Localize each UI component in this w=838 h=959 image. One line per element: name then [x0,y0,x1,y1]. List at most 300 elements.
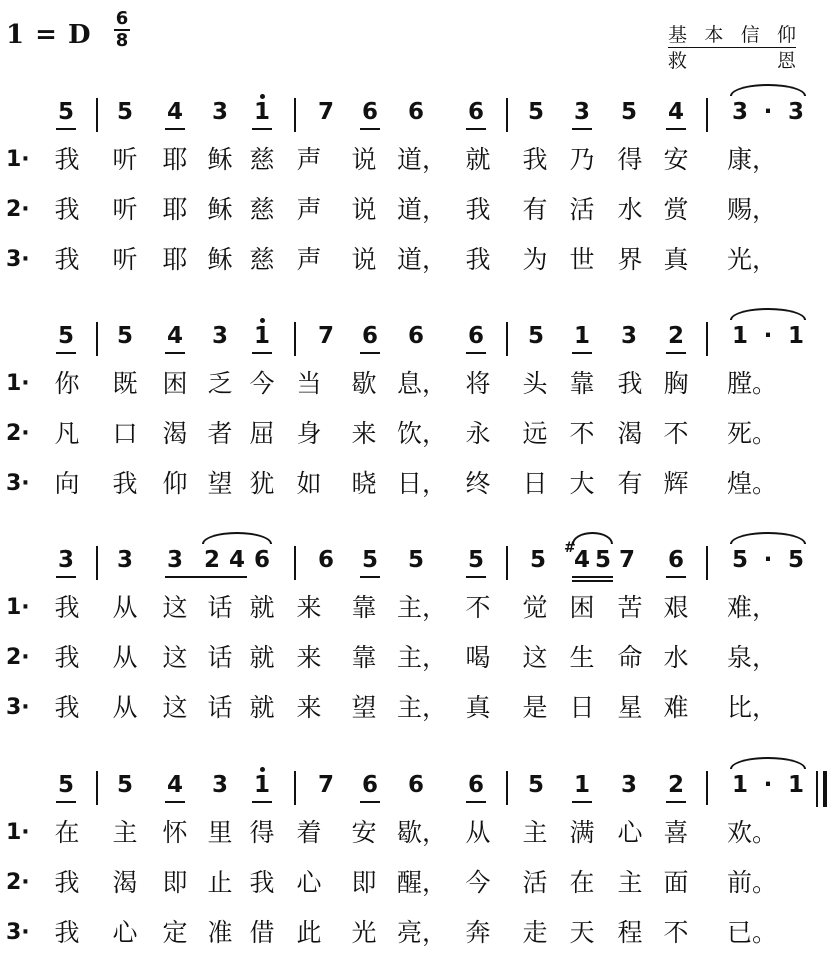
lyric-syllable: 欢。 [727,818,778,847]
lyric-syllable: 道， [397,145,448,174]
note: 1 [253,99,270,125]
note: 6 [317,547,334,573]
note: 6 [361,99,378,125]
lyric-syllable: 大 [569,469,595,498]
verse-line [0,192,838,232]
lyric-syllable: 为 [522,245,548,274]
verse-line [0,690,838,730]
note: 4 [667,99,684,125]
barline [706,546,708,580]
barline [294,546,296,580]
lyric-syllable: 不 [569,419,595,448]
notes-row [0,322,838,362]
lyric-syllable: 饮， [397,419,448,448]
barline [96,546,98,580]
lyric-syllable: 望 [207,469,233,498]
lyric-syllable: 慈 [249,195,275,224]
lyric-syllable: 困 [162,369,188,398]
barline [506,98,508,132]
verse-line [0,366,838,406]
lyric-syllable: 我 [54,195,80,224]
duration-underline [252,128,272,130]
duration-underline [666,352,686,354]
lyric-syllable: 程 [617,918,643,947]
barline [706,322,708,356]
barline [96,98,98,132]
verse-number: 3· [6,247,30,272]
note: 3 [211,772,228,798]
duration-underline [56,128,76,130]
lyric-syllable: 我 [249,868,275,897]
lyric-syllable: 就 [249,593,275,622]
lyric-syllable: 屈 [249,419,275,448]
augmentation-dot: · [763,772,773,798]
lyric-syllable: 不 [465,593,491,622]
barline [506,546,508,580]
lyric-syllable: 止 [207,868,233,897]
slur [572,532,613,544]
note: 5 [116,99,133,125]
note: 3 [211,323,228,349]
duration-underline [466,352,486,354]
lyric-syllable: 我 [54,145,80,174]
final-barline-thin [816,771,818,807]
verse-number: 2· [6,645,30,670]
lyric-syllable: 终 [465,469,491,498]
verse-line [0,466,838,506]
lyric-syllable: 靠 [351,593,377,622]
lyric-syllable: 从 [112,593,138,622]
lyric-syllable: 这 [162,643,188,672]
lyric-syllable: 膛。 [727,369,778,398]
barline [294,771,296,805]
verse-number: 1· [6,820,30,845]
lyric-syllable: 苦 [617,593,643,622]
lyric-syllable: 我 [465,245,491,274]
lyric-syllable: 慈 [249,145,275,174]
note: 1 [253,772,270,798]
duration-underline [360,352,380,354]
time-signature-top: 6 [115,8,129,29]
lyric-syllable: 我 [54,918,80,947]
lyric-syllable: 就 [249,693,275,722]
note: 4 [166,99,183,125]
verse-number: 2· [6,870,30,895]
note: 3 [57,547,74,573]
lyric-syllable: 借 [249,918,275,947]
note: 2 [667,772,684,798]
sharp-accidental: # [564,540,576,556]
duration-underline [572,801,592,803]
note: 5 [57,772,74,798]
lyric-syllable: 界 [617,245,643,274]
lyric-syllable: 稣 [207,245,233,274]
lyric-syllable: 星 [617,693,643,722]
duration-underline [666,801,686,803]
barline [706,771,708,805]
lyric-syllable: 康， [727,145,778,174]
hymn-source: 救恩 [668,50,796,72]
lyric-syllable: 今 [249,369,275,398]
augmentation-dot: · [763,323,773,349]
lyric-syllable: 光， [727,245,778,274]
lyric-syllable: 有 [617,469,643,498]
lyric-syllable: 话 [207,693,233,722]
lyric-syllable: 日， [397,469,448,498]
lyric-syllable: 煌。 [727,469,778,498]
lyric-syllable: 即 [351,868,377,897]
lyric-syllable: 靠 [569,369,595,398]
lyric-syllable: 稣 [207,195,233,224]
lyric-syllable: 走 [522,918,548,947]
lyric-syllable: 渴 [162,419,188,448]
lyric-syllable: 艰 [663,593,689,622]
duration-underline [360,576,380,578]
lyric-syllable: 远 [522,419,548,448]
lyric-syllable: 我 [617,369,643,398]
lyric-syllable: 水 [617,195,643,224]
lyric-syllable: 安 [351,818,377,847]
note: 5 [527,99,544,125]
lyric-syllable: 光 [351,918,377,947]
note: 6 [467,323,484,349]
verse-number: 2· [6,197,30,222]
lyric-syllable: 今 [465,868,491,897]
lyric-syllable: 口 [112,419,138,448]
duration-underline [360,801,380,803]
lyric-syllable: 声 [296,245,322,274]
lyric-syllable: 你 [54,369,80,398]
lyric-syllable: 道， [397,245,448,274]
note: 2 [667,323,684,349]
lyric-syllable: 觉 [522,593,548,622]
note: 5 [407,547,424,573]
verse-number: 3· [6,920,30,945]
lyric-syllable: 命 [617,643,643,672]
duration-underline [165,576,247,578]
note: 5 [57,99,74,125]
lyric-syllable: 向 [54,469,80,498]
lyric-syllable: 比， [727,693,778,722]
note: 6 [407,772,424,798]
lyric-syllable: 主 [522,818,548,847]
note: 5 [467,547,484,573]
note: 7 [317,772,334,798]
note: 5 [620,99,637,125]
duration-underline [165,801,185,803]
lyric-syllable: 当 [296,369,322,398]
notes-row [0,540,838,586]
lyric-syllable: 准 [207,918,233,947]
duration-underline [165,352,185,354]
lyric-syllable: 这 [522,643,548,672]
lyric-syllable: 里 [207,818,233,847]
duration-underline [666,576,686,578]
lyric-syllable: 在 [569,868,595,897]
lyric-syllable: 定 [162,918,188,947]
note: 1 [253,323,270,349]
lyric-syllable: 主 [617,868,643,897]
lyric-syllable: 活 [569,195,595,224]
lyric-syllable: 即 [162,868,188,897]
verse-line [0,142,838,182]
duration-underline [572,352,592,354]
lyric-syllable: 头 [522,369,548,398]
lyric-syllable: 这 [162,693,188,722]
verse-line [0,590,838,630]
barline [96,771,98,805]
time-signature [112,10,132,50]
note: 7 [317,323,334,349]
verse-number: 3· [6,695,30,720]
verse-number: 1· [6,147,30,172]
verse-line [0,416,838,456]
lyric-syllable: 话 [207,643,233,672]
lyric-syllable: 犹 [249,469,275,498]
slur [730,308,806,320]
note: 5 [731,547,748,573]
lyric-syllable: 这 [162,593,188,622]
final-barline-thick [823,771,827,807]
note: 4 [228,547,245,573]
octave-dot [260,767,265,772]
lyric-syllable: 主， [397,593,448,622]
lyric-syllable: 心 [617,818,643,847]
note: 3 [731,99,748,125]
lyric-syllable: 渴 [112,868,138,897]
lyric-syllable: 日 [522,469,548,498]
note: 3 [116,547,133,573]
lyric-syllable: 靠 [351,643,377,672]
note: 3 [211,99,228,125]
verse-number: 1· [6,371,30,396]
duration-underline [252,352,272,354]
barline [294,98,296,132]
note: 1 [731,772,748,798]
barline [96,322,98,356]
note: 4 [573,547,590,573]
lyric-syllable: 来 [296,593,322,622]
barline [706,98,708,132]
lyric-syllable: 听 [112,245,138,274]
lyric-syllable: 耶 [162,245,188,274]
lyric-syllable: 就 [249,643,275,672]
lyric-syllable: 不 [663,419,689,448]
lyric-syllable: 声 [296,195,322,224]
barline [506,771,508,805]
lyric-syllable: 满 [569,818,595,847]
note: 6 [667,547,684,573]
lyric-syllable: 望 [351,693,377,722]
note: 5 [527,772,544,798]
note: 5 [527,323,544,349]
hymn-category: 基本信仰 [668,24,796,46]
lyric-syllable: 说 [351,195,377,224]
lyric-syllable: 奔 [465,918,491,947]
lyric-syllable: 水 [663,643,689,672]
lyric-syllable: 话 [207,593,233,622]
lyric-syllable: 前。 [727,868,778,897]
key-signature: 1 = D [6,20,92,50]
duration-underline [466,576,486,578]
verse-line [0,815,838,855]
lyric-syllable: 渴 [617,419,643,448]
lyric-syllable: 不 [663,918,689,947]
note: 6 [467,99,484,125]
duration-underline [56,801,76,803]
note: 1 [787,772,804,798]
lyric-syllable: 醒， [397,868,448,897]
lyric-syllable: 主， [397,643,448,672]
note: 5 [116,323,133,349]
slur [730,532,806,544]
note: 2 [203,547,220,573]
lyric-syllable: 真 [465,693,491,722]
lyric-syllable: 得 [249,818,275,847]
lyric-syllable: 世 [569,245,595,274]
lyric-syllable: 是 [522,693,548,722]
note: 3 [620,772,637,798]
lyric-syllable: 来 [351,419,377,448]
note: 5 [57,323,74,349]
verse-number: 3· [6,471,30,496]
lyric-syllable: 安 [663,145,689,174]
lyric-syllable: 天 [569,918,595,947]
lyric-syllable: 听 [112,145,138,174]
verse-line [0,915,838,955]
lyric-syllable: 仰 [162,469,188,498]
lyric-syllable: 有 [522,195,548,224]
slur [730,84,806,96]
duration-underline [572,580,613,582]
duration-underline [572,576,613,578]
lyric-syllable: 将 [465,369,491,398]
note: 7 [317,99,334,125]
lyric-syllable: 泉， [727,643,778,672]
lyric-syllable: 辉 [663,469,689,498]
note: 5 [116,772,133,798]
lyric-syllable: 难 [663,693,689,722]
lyric-syllable: 着 [296,818,322,847]
lyric-syllable: 息， [397,369,448,398]
lyric-syllable: 喝 [465,643,491,672]
lyric-syllable: 困 [569,593,595,622]
note: 5 [529,547,546,573]
lyric-syllable: 歇 [351,369,377,398]
lyric-syllable: 凡 [54,419,80,448]
note: 6 [361,323,378,349]
lyric-syllable: 稣 [207,145,233,174]
barline [294,322,296,356]
verse-number: 2· [6,421,30,446]
lyric-syllable: 我 [54,643,80,672]
lyric-syllable: 听 [112,195,138,224]
lyric-syllable: 我 [54,868,80,897]
note: 1 [573,323,590,349]
note: 5 [594,547,611,573]
lyric-syllable: 死。 [727,419,778,448]
note: 6 [253,547,270,573]
lyric-syllable: 得 [617,145,643,174]
lyric-syllable: 生 [569,643,595,672]
duration-underline [466,801,486,803]
lyric-syllable: 来 [296,693,322,722]
note: 3 [787,99,804,125]
lyric-syllable: 身 [296,419,322,448]
duration-underline [165,128,185,130]
lyric-syllable: 晓 [351,469,377,498]
lyric-syllable: 心 [112,918,138,947]
verse-line [0,865,838,905]
lyric-syllable: 我 [54,693,80,722]
lyric-syllable: 怀 [162,818,188,847]
lyric-syllable: 耶 [162,145,188,174]
duration-underline [466,128,486,130]
note: 1 [731,323,748,349]
notes-row [0,98,838,138]
lyric-syllable: 我 [54,245,80,274]
octave-dot [260,94,265,99]
note: 7 [618,547,635,573]
note: 3 [620,323,637,349]
lyric-syllable: 乃 [569,145,595,174]
note: 4 [166,772,183,798]
octave-dot [260,318,265,323]
note: 6 [361,772,378,798]
duration-underline [252,801,272,803]
duration-underline [56,352,76,354]
note: 4 [166,323,183,349]
lyric-syllable: 声 [296,145,322,174]
time-signature-bottom: 8 [115,30,129,51]
lyric-syllable: 乏 [207,369,233,398]
lyric-syllable: 耶 [162,195,188,224]
lyric-syllable: 主 [112,818,138,847]
note: 5 [787,547,804,573]
lyric-syllable: 我 [522,145,548,174]
lyric-syllable: 从 [112,643,138,672]
slur [202,532,272,544]
note: 6 [407,99,424,125]
duration-underline [666,128,686,130]
lyric-syllable: 亮， [397,918,448,947]
duration-underline [56,576,76,578]
lyric-syllable: 歇， [397,818,448,847]
lyric-syllable: 在 [54,818,80,847]
lyric-syllable: 永 [465,419,491,448]
lyric-syllable: 从 [465,818,491,847]
lyric-syllable: 心 [296,868,322,897]
note: 3 [573,99,590,125]
lyric-syllable: 说 [351,245,377,274]
lyric-syllable: 既 [112,369,138,398]
augmentation-dot: · [763,547,773,573]
lyric-syllable: 已。 [727,918,778,947]
note: 6 [407,323,424,349]
lyric-syllable: 活 [522,868,548,897]
lyric-syllable: 从 [112,693,138,722]
verse-line [0,640,838,680]
lyric-syllable: 赐， [727,195,778,224]
lyric-syllable: 我 [54,593,80,622]
note: 1 [573,772,590,798]
lyric-syllable: 我 [465,195,491,224]
lyric-syllable: 我 [112,469,138,498]
notes-row [0,771,838,811]
lyric-syllable: 真 [663,245,689,274]
lyric-syllable: 就 [465,145,491,174]
barline [506,322,508,356]
